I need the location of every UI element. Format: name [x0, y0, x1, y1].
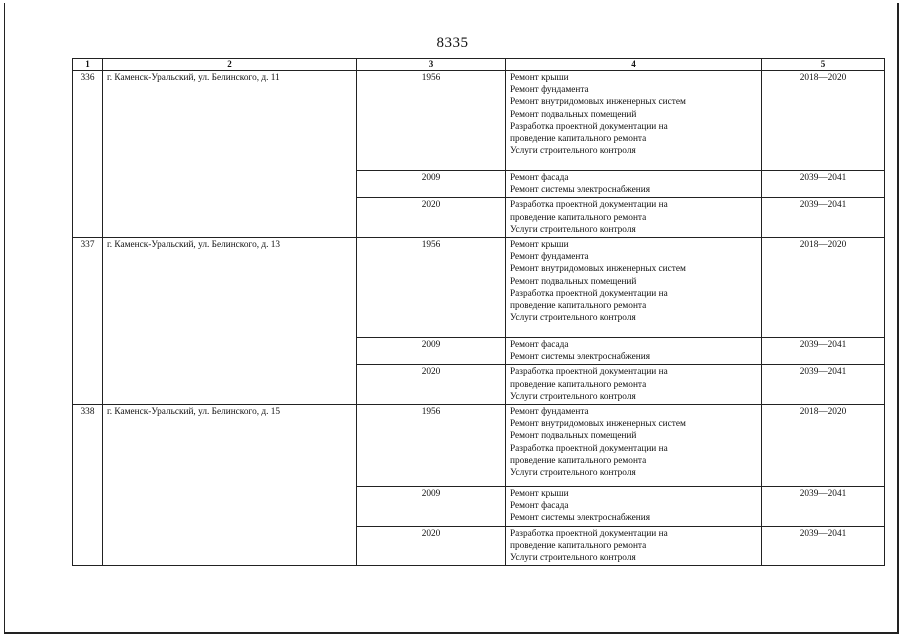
build-year: 2020 — [357, 365, 506, 405]
works-list — [506, 487, 762, 527]
work-item: Ремонт системы электроснабжения — [510, 185, 651, 196]
work-item: Ремонт крыши — [510, 73, 569, 83]
repair-period: 2018—2020 — [762, 405, 885, 487]
capital-repair-table — [72, 58, 885, 566]
column-header-4: 4 — [506, 59, 762, 71]
work-item: проведение капитального ремонта — [510, 134, 647, 145]
build-year: 2020 — [357, 526, 506, 566]
work-item: Ремонт внутридомовых инженерных систем — [510, 97, 686, 108]
repair-period: 2018—2020 — [762, 71, 885, 171]
work-item: Ремонт крыши — [510, 489, 569, 500]
build-year: 2009 — [357, 487, 506, 527]
work-item: Разработка проектной документации на — [510, 200, 668, 211]
column-header-2: 2 — [103, 59, 357, 71]
work-item: Ремонт фасада — [510, 173, 569, 183]
works-list — [506, 338, 762, 365]
header-row — [73, 59, 885, 71]
works-list — [506, 526, 762, 566]
works-list — [506, 405, 762, 487]
work-item: Услуги строительного контроля — [510, 468, 636, 479]
works-list — [506, 171, 762, 198]
record-number: 336 — [73, 71, 103, 238]
work-item: Разработка проектной документации на — [510, 367, 668, 378]
work-item: Ремонт фундамента — [510, 85, 589, 96]
work-item: Ремонт фасада — [510, 501, 569, 512]
work-item: Разработка проектной документации на — [510, 443, 668, 454]
repair-period: 2039—2041 — [762, 365, 885, 405]
work-item: Услуги строительного контроля — [510, 224, 636, 235]
work-item: Разработка проектной документации на — [510, 121, 668, 132]
column-header-3: 3 — [357, 59, 506, 71]
table-row — [73, 405, 885, 487]
work-item: Ремонт фундамента — [510, 252, 589, 263]
record-number: 338 — [73, 405, 103, 566]
record-address: г. Каменск-Уральский, ул. Белинского, д. 13 — [103, 238, 357, 405]
repair-period: 2039—2041 — [762, 338, 885, 365]
work-item: Ремонт системы электроснабжения — [510, 513, 651, 524]
work-item: Ремонт внутридомовых инженерных систем — [510, 419, 686, 430]
work-item: Разработка проектной документации на — [510, 288, 668, 299]
build-year: 2020 — [357, 198, 506, 238]
repair-period: 2039—2041 — [762, 487, 885, 527]
work-item: проведение капитального ремонта — [510, 540, 647, 551]
works-list — [506, 71, 762, 171]
work-item: Ремонт крыши — [510, 240, 569, 251]
work-item: Ремонт фундамента — [510, 407, 589, 418]
table-body — [73, 71, 885, 566]
record-number: 337 — [73, 238, 103, 405]
build-year: 1956 — [357, 405, 506, 487]
work-item: Разработка проектной документации на — [510, 528, 668, 539]
work-item: Ремонт фасада — [510, 340, 569, 351]
work-item: проведение капитального ремонта — [510, 212, 647, 223]
column-header-1: 1 — [73, 59, 103, 71]
works-list — [506, 365, 762, 405]
work-item: Услуги строительного контроля — [510, 313, 636, 324]
work-item: проведение капитального ремонта — [510, 455, 647, 466]
work-item: Услуги строительного контроля — [510, 391, 636, 402]
works-list — [506, 238, 762, 338]
build-year: 1956 — [357, 238, 506, 338]
repair-period: 2039—2041 — [762, 526, 885, 566]
work-item: Ремонт системы электроснабжения — [510, 352, 651, 363]
work-item: проведение капитального ремонта — [510, 379, 647, 390]
repair-period: 2039—2041 — [762, 171, 885, 198]
work-item: Услуги строительного контроля — [510, 553, 636, 564]
record-address: г. Каменск-Уральский, ул. Белинского, д. 15 — [103, 405, 357, 566]
table-row — [73, 238, 885, 338]
work-item: проведение капитального ремонта — [510, 301, 647, 312]
work-item: Услуги строительного контроля — [510, 146, 636, 157]
works-list — [506, 198, 762, 238]
table-row — [73, 71, 885, 171]
record-address: г. Каменск-Уральский, ул. Белинского, д. 11 — [103, 71, 357, 238]
repair-period: 2039—2041 — [762, 198, 885, 238]
build-year: 1956 — [357, 71, 506, 171]
repair-period: 2018—2020 — [762, 238, 885, 338]
page-number: 8335 — [436, 35, 469, 51]
build-year: 2009 — [357, 338, 506, 365]
column-header-5: 5 — [762, 59, 885, 71]
work-item: Ремонт подвальных помещений — [510, 431, 637, 442]
work-item: Ремонт подвальных помещений — [510, 276, 637, 287]
build-year: 2009 — [357, 171, 506, 198]
work-item: Ремонт внутридомовых инженерных систем — [510, 264, 686, 275]
work-item: Ремонт подвальных помещений — [510, 109, 637, 120]
